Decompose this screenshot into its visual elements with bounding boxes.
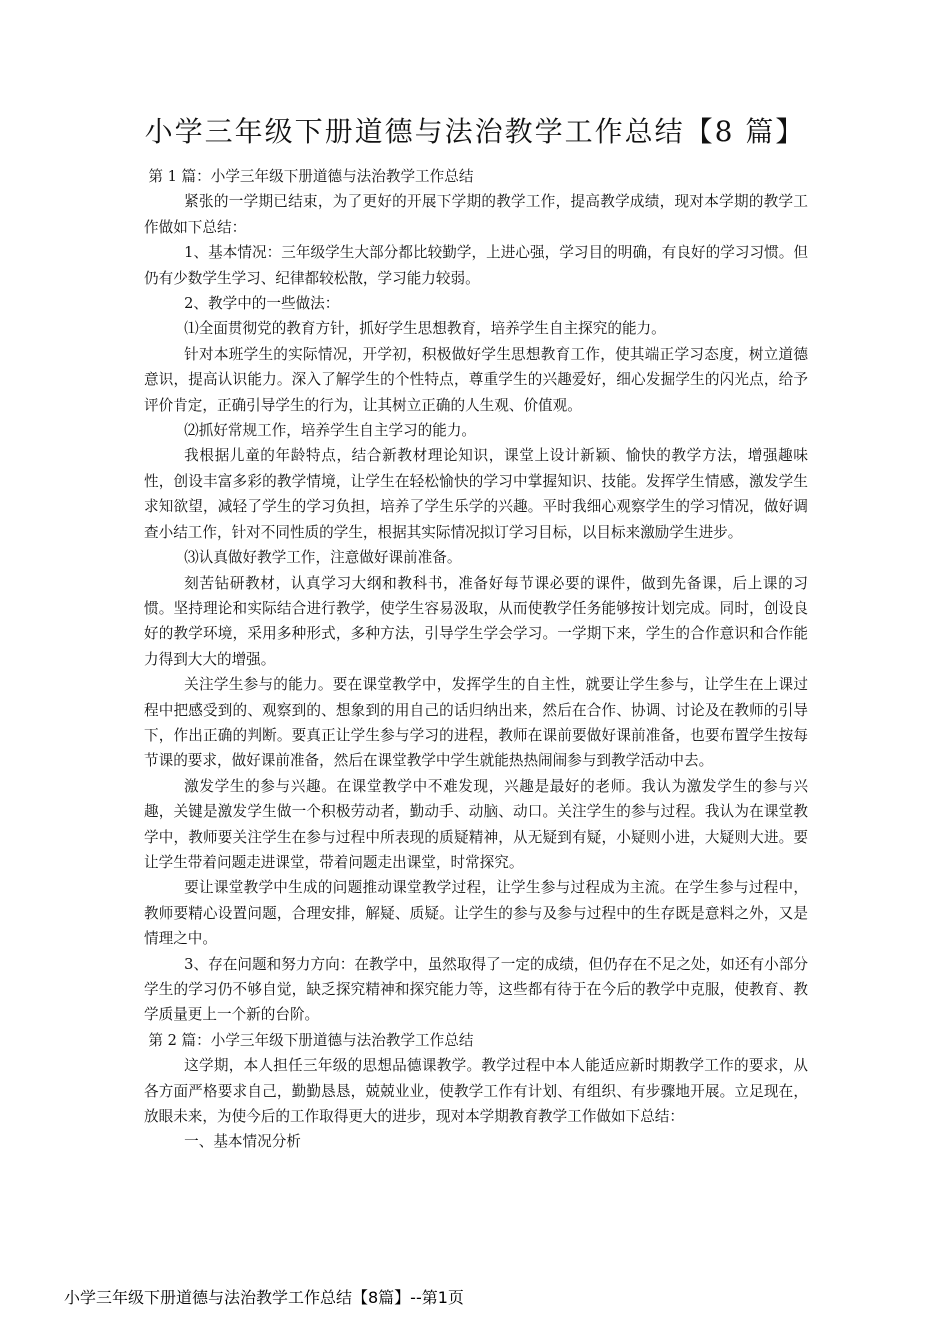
paragraph: 3、存在问题和努力方向：在教学中，虽然取得了一定的成绩，但仍存在不足之处，如还有小部分学生的学习仍不够自觉，缺乏探究精神和探究能力等，这些都有待于在今后的教学中克服，使教育、教学质量更上一个新的台阶。 — [144, 955, 808, 1024]
paragraph: 刻苦钻研教材，认真学习大纲和教科书，准备好每节课必要的课件，做到先备课，后上课的习惯。坚持理论和实际结合进行教学，使学生容易汲取，从而使教学任务能够按计划完成。同时，创设良好的教学环境，采用多种形式，多种方法，引导学生学会学习。一学期下来，学生的合作意识和合作能力得到大大的增强。 — [144, 574, 808, 668]
section-heading: 第 1 篇：小学三年级下册道德与法治教学工作总结 — [148, 168, 474, 185]
paragraph: 一、基本情况分析 — [184, 1133, 301, 1151]
paragraph: ⑵抓好常规工作，培养学生自主学习的能力。 — [184, 422, 477, 440]
paragraph: 紧张的一学期已结束，为了更好的开展下学期的教学工作，提高教学成绩，现对本学期的教学工作做如下总结： — [144, 193, 808, 236]
paragraph: 关注学生参与的能力。要在课堂教学中，发挥学生的自主性，就要让学生参与，让学生在上课过程中把感受到的、观察到的、想象到的用自己的话归纳出来，然后在合作、协调、讨论及在教师的引导下，作出正确的判断。要真正让学生参与学习的进程，教师在课前要做好课前准备，也要布置学生按每节课的要求，做好课前准备，然后在课堂教学中学生就能热热闹闹参与到教学活动中去。 — [144, 676, 808, 770]
section-heading: 第 2 篇：小学三年级下册道德与法治教学工作总结 — [148, 1031, 474, 1049]
paragraph: ⑶认真做好教学工作，注意做好课前准备。 — [184, 549, 462, 567]
paragraph: 1、基本情况：三年级学生大部分都比较勤学，上进心强，学习目的明确，有良好的学习习惯。但仍有少数学生学习、纪律都较松散，学习能力较弱。 — [144, 244, 808, 287]
page-footer: 小学三年级下册道德与法治教学工作总结【8篇】--第1页 — [64, 1288, 464, 1307]
paragraph: 我根据儿童的年龄特点，结合新教材理论知识，课堂上设计新颖、愉快的教学方法，增强趣味性，创设丰富多彩的教学情境，让学生在轻松愉快的学习中掌握知识、技能。发挥学生情感，激发学生求知欲望，减轻了学生的学习负担，培养了学生乐学的兴趣。平时我细心观察学生的学习情况，做好调查小结工作，针对不同性质的学生，根据其实际情况拟订学习目标，以目标来激励学生进步。 — [144, 447, 808, 541]
paragraph: 2、教学中的一些做法： — [184, 295, 340, 313]
paragraph: 针对本班学生的实际情况，开学初，积极做好学生思想教育工作，使其端正学习态度，树立道德意识，提高认识能力。深入了解学生的个性特点，尊重学生的兴趣爱好，细心发掘学生的闪光点，给予评价肯定，正确引导学生的行为，让其树立正确的人生观、价值观。 — [144, 345, 808, 414]
document-title: 小学三年级下册道德与法治教学工作总结【8 篇】 — [144, 115, 806, 148]
document-body — [144, 164, 808, 1155]
paragraph: 激发学生的参与兴趣。在课堂教学中不难发现，兴趣是最好的老师。我认为激发学生的参与兴趣，关键是激发学生做一个积极劳动者，勤动手、动脑、动口。关注学生的参与过程。我认为在课堂教学中，教师要关注学生在参与过程中所表现的质疑精神，从无疑到有疑，小疑则小进，大疑则大进。要让学生带着问题走进课堂，带着问题走出课堂，时常探究。 — [144, 777, 808, 871]
paragraph: 要让课堂教学中生成的问题推动课堂教学过程，让学生参与过程成为主流。在学生参与过程中，教师要精心设置问题，合理安排，解疑、质疑。让学生的参与及参与过程中的生存既是意料之外，又是情理之中。 — [144, 879, 808, 948]
paragraph: 这学期，本人担任三年级的思想品德课教学。教学过程中本人能适应新时期教学工作的要求，从各方面严格要求自己，勤勤恳恳，兢兢业业，使教学工作有计划、有组织、有步骤地开展。立足现在，放眼未来，为使今后的工作取得更大的进步，现对本学期教育教学工作做如下总结： — [144, 1057, 808, 1126]
paragraph: ⑴全面贯彻党的教育方针，抓好学生思想教育，培养学生自主探究的能力。 — [184, 320, 666, 338]
